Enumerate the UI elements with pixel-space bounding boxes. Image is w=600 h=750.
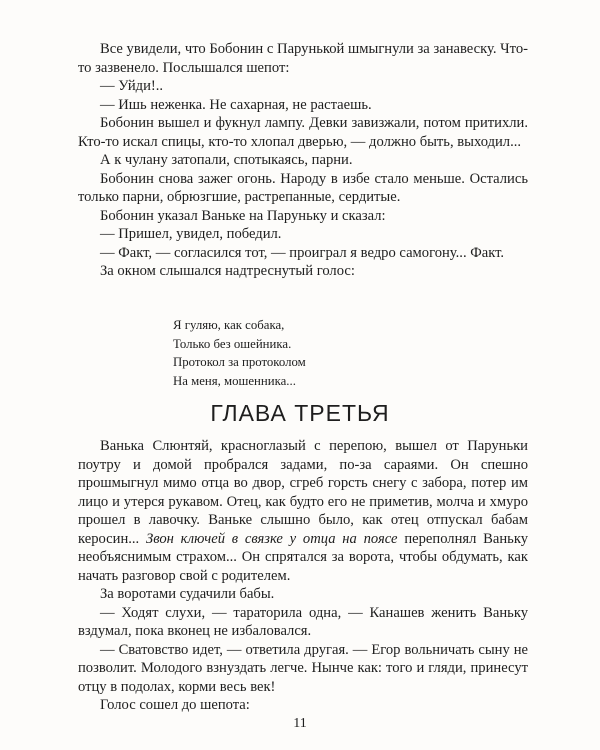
paragraph: — Факт, — согласился тот, — проиграл я ведро самогону... Факт. xyxy=(100,244,505,261)
verse-line: Я гуляю, как собака, xyxy=(173,318,285,332)
paragraph: — Ходят слухи, — тараторила одна, — Канашев женить Ваньку вздумал, пока вконец не избаловался. xyxy=(78,604,528,639)
verse-block xyxy=(173,316,306,390)
paragraph: Голос сошел до шепота: xyxy=(100,697,250,713)
paragraph: — Сватовство идет, — ответила другая. — Егор вольничать сыну не позволит. Молодого взнуздать легче. Нынче как: того и гляди, принесут отцу в подолах, корми весь век! xyxy=(78,641,528,695)
paragraph-text: переполнял Ваньку необъяснимым страхом... Он спрятался за ворота, чтобы обдумать, как начать разговор свой с родителем. xyxy=(78,530,529,584)
text-block-top xyxy=(78,40,528,281)
verse-line: Протокол за протоколом xyxy=(173,355,306,369)
paragraph-text: Ванька Слюнтяй, красноглазый с перепою, вышел от Паруньки поутру и домой пробрался задами, по-за сараями. Он спешно прошмыгнул мимо отца во двор, сгреб горсть снегу с забора, потер им лицо и утерся рукавом. Отец, как будто его не приметив, молча и хмуро прошел в лавочку. Ваньке слышно было, как отец отпускал бабам керосин... xyxy=(78,438,528,547)
paragraph: За окном слышался надтреснутый голос: xyxy=(100,263,355,279)
paragraph: Бобонин вышел и фукнул лампу. Девки завизжали, потом притихли. Кто-то искал спицы, кто-то хлопал дверью, — должно быть, выходил... xyxy=(78,115,528,150)
italic-phrase: Звон ключей в связке у отца на поясе xyxy=(146,530,398,547)
paragraph: За воротами судачили бабы. xyxy=(100,586,275,602)
text-block-chapter xyxy=(78,437,528,715)
paragraph: А к чулану затопали, спотыкаясь, парни. xyxy=(100,152,353,168)
page-number: 11 xyxy=(293,716,307,731)
paragraph: Бобонин снова зажег огонь. Народу в избе стало меньше. Остались только парни, обрюзгшие, растрепанные, сердитые. xyxy=(78,170,528,205)
paragraph: — Пришел, увидел, победил. xyxy=(100,226,282,242)
paragraph xyxy=(78,437,528,585)
paragraph: — Ишь неженка. Не сахарная, не растаешь. xyxy=(100,96,372,113)
verse-line: Только без ошейника. xyxy=(173,336,292,351)
verse-line: На меня, мошенника... xyxy=(173,373,296,388)
paragraph: Бобонин указал Ваньке на Паруньку и сказал: xyxy=(100,207,386,224)
chapter-title: ГЛАВА ТРЕТЬЯ xyxy=(210,400,390,426)
paragraph: — Уйди!.. xyxy=(100,78,164,94)
paragraph: Все увидели, что Бобонин с Парунькой шмыгнули за занавеску. Что-то зазвенело. Послышался шепот: xyxy=(78,41,528,76)
